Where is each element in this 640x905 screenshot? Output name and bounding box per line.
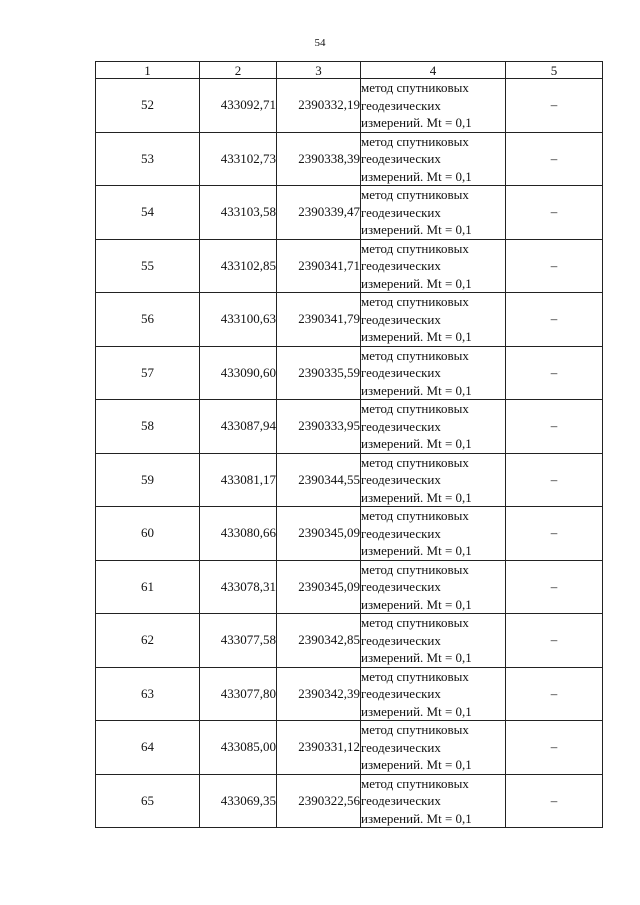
table-row (96, 560, 603, 614)
method-line: измерений. Mt = 0,1 (361, 115, 472, 130)
method-cell (361, 239, 506, 293)
header-col-2: 2 (200, 62, 277, 79)
note-cell: – (506, 453, 603, 507)
method-line: измерений. Mt = 0,1 (361, 703, 472, 719)
x-coordinate-cell: 433080,66 (200, 507, 277, 561)
method-line: геодезических (361, 204, 441, 220)
table-row (96, 79, 603, 133)
x-coordinate-cell: 433069,35 (200, 774, 277, 828)
table-row (96, 614, 603, 668)
header-col-1: 1 (96, 62, 200, 79)
y-coordinate-cell: 2390342,85 (277, 614, 361, 668)
note-cell: – (506, 400, 603, 454)
method-line: метод спутниковых (361, 187, 469, 202)
method-cell (361, 186, 506, 240)
method-line: геодезических (361, 686, 441, 701)
method-line: геодезических (361, 97, 441, 113)
x-coordinate-cell: 433092,71 (200, 79, 277, 133)
method-line: измерений. Mt = 0,1 (361, 436, 472, 451)
method-cell (361, 560, 506, 614)
method-line: метод спутниковых (361, 294, 469, 309)
table-body (96, 79, 603, 828)
method-line: геодезических (361, 525, 441, 541)
note-cell: – (506, 560, 603, 614)
point-number-cell: 53 (96, 132, 200, 186)
method-line: метод спутниковых (361, 133, 469, 149)
method-line: измерений. Mt = 0,1 (361, 489, 472, 505)
table-row (96, 774, 603, 828)
point-number-cell: 61 (96, 560, 200, 614)
y-coordinate-cell: 2390338,39 (277, 132, 361, 186)
note-cell: – (506, 346, 603, 400)
table-row (96, 400, 603, 454)
method-line: измерений. Mt = 0,1 (361, 757, 472, 772)
method-line: геодезических (361, 151, 441, 166)
point-number-cell: 65 (96, 774, 200, 828)
method-cell (361, 293, 506, 347)
method-line: геодезических (361, 632, 441, 648)
table-row (96, 453, 603, 507)
point-number-cell: 62 (96, 614, 200, 668)
point-number-cell: 63 (96, 667, 200, 721)
method-line: метод спутниковых (361, 615, 469, 630)
method-line: геодезических (361, 418, 441, 434)
method-line: измерений. Mt = 0,1 (361, 810, 472, 826)
method-line: геодезических (361, 472, 441, 487)
method-line: геодезических (361, 365, 441, 380)
method-cell (361, 721, 506, 775)
y-coordinate-cell: 2390335,59 (277, 346, 361, 400)
method-line: измерений. Mt = 0,1 (361, 382, 472, 398)
coordinates-table (95, 61, 603, 828)
method-line: метод спутниковых (361, 508, 469, 523)
y-coordinate-cell: 2390331,12 (277, 721, 361, 775)
method-line: геодезических (361, 258, 441, 273)
method-line: метод спутниковых (361, 775, 469, 791)
point-number-cell: 59 (96, 453, 200, 507)
x-coordinate-cell: 433102,85 (200, 239, 277, 293)
point-number-cell: 60 (96, 507, 200, 561)
table-row (96, 186, 603, 240)
table-row (96, 132, 603, 186)
method-line: геодезических (361, 311, 441, 327)
method-line: измерений. Mt = 0,1 (361, 275, 472, 291)
x-coordinate-cell: 433100,63 (200, 293, 277, 347)
method-line: измерений. Mt = 0,1 (361, 222, 472, 237)
method-cell (361, 132, 506, 186)
note-cell: – (506, 186, 603, 240)
note-cell: – (506, 667, 603, 721)
point-number-cell: 64 (96, 721, 200, 775)
note-cell: – (506, 239, 603, 293)
y-coordinate-cell: 2390339,47 (277, 186, 361, 240)
y-coordinate-cell: 2390341,71 (277, 239, 361, 293)
x-coordinate-cell: 433103,58 (200, 186, 277, 240)
method-line: метод спутниковых (361, 561, 469, 577)
note-cell: – (506, 507, 603, 561)
table-row (96, 721, 603, 775)
page-number: 54 (314, 37, 326, 49)
method-line: метод спутниковых (361, 668, 469, 684)
method-line: измерений. Mt = 0,1 (361, 329, 472, 344)
x-coordinate-cell: 433102,73 (200, 132, 277, 186)
table-row (96, 239, 603, 293)
header-col-4: 4 (361, 62, 506, 79)
note-cell: – (506, 614, 603, 668)
method-cell (361, 507, 506, 561)
point-number-cell: 55 (96, 239, 200, 293)
point-number-cell: 58 (96, 400, 200, 454)
x-coordinate-cell: 433087,94 (200, 400, 277, 454)
method-line: метод спутниковых (361, 401, 469, 416)
point-number-cell: 54 (96, 186, 200, 240)
method-line: метод спутниковых (361, 722, 469, 737)
method-cell (361, 774, 506, 828)
method-cell (361, 667, 506, 721)
method-line: метод спутниковых (361, 80, 469, 95)
x-coordinate-cell: 433077,80 (200, 667, 277, 721)
table-row (96, 346, 603, 400)
y-coordinate-cell: 2390342,39 (277, 667, 361, 721)
note-cell: – (506, 774, 603, 828)
point-number-cell: 52 (96, 79, 200, 133)
method-line: геодезических (361, 793, 441, 808)
method-cell (361, 346, 506, 400)
x-coordinate-cell: 433081,17 (200, 453, 277, 507)
method-line: метод спутниковых (361, 240, 469, 256)
y-coordinate-cell: 2390345,09 (277, 507, 361, 561)
method-cell (361, 453, 506, 507)
method-line: геодезических (361, 739, 441, 755)
method-line: измерений. Mt = 0,1 (361, 543, 472, 558)
table-row (96, 293, 603, 347)
table-row (96, 667, 603, 721)
note-cell: – (506, 79, 603, 133)
note-cell: – (506, 293, 603, 347)
method-cell (361, 400, 506, 454)
method-line: геодезических (361, 579, 441, 594)
method-line: измерений. Mt = 0,1 (361, 650, 472, 665)
y-coordinate-cell: 2390345,09 (277, 560, 361, 614)
method-line: измерений. Mt = 0,1 (361, 168, 472, 184)
method-cell (361, 614, 506, 668)
y-coordinate-cell: 2390332,19 (277, 79, 361, 133)
note-cell: – (506, 132, 603, 186)
method-line: метод спутниковых (361, 347, 469, 363)
method-line: измерений. Mt = 0,1 (361, 596, 472, 612)
point-number-cell: 56 (96, 293, 200, 347)
table-header-row (96, 62, 603, 79)
note-cell: – (506, 721, 603, 775)
table-row (96, 507, 603, 561)
y-coordinate-cell: 2390344,55 (277, 453, 361, 507)
x-coordinate-cell: 433090,60 (200, 346, 277, 400)
method-cell (361, 79, 506, 133)
header-col-3: 3 (277, 62, 361, 79)
point-number-cell: 57 (96, 346, 200, 400)
method-line: метод спутниковых (361, 454, 469, 470)
x-coordinate-cell: 433085,00 (200, 721, 277, 775)
y-coordinate-cell: 2390322,56 (277, 774, 361, 828)
x-coordinate-cell: 433077,58 (200, 614, 277, 668)
y-coordinate-cell: 2390333,95 (277, 400, 361, 454)
x-coordinate-cell: 433078,31 (200, 560, 277, 614)
y-coordinate-cell: 2390341,79 (277, 293, 361, 347)
header-col-5: 5 (506, 62, 603, 79)
